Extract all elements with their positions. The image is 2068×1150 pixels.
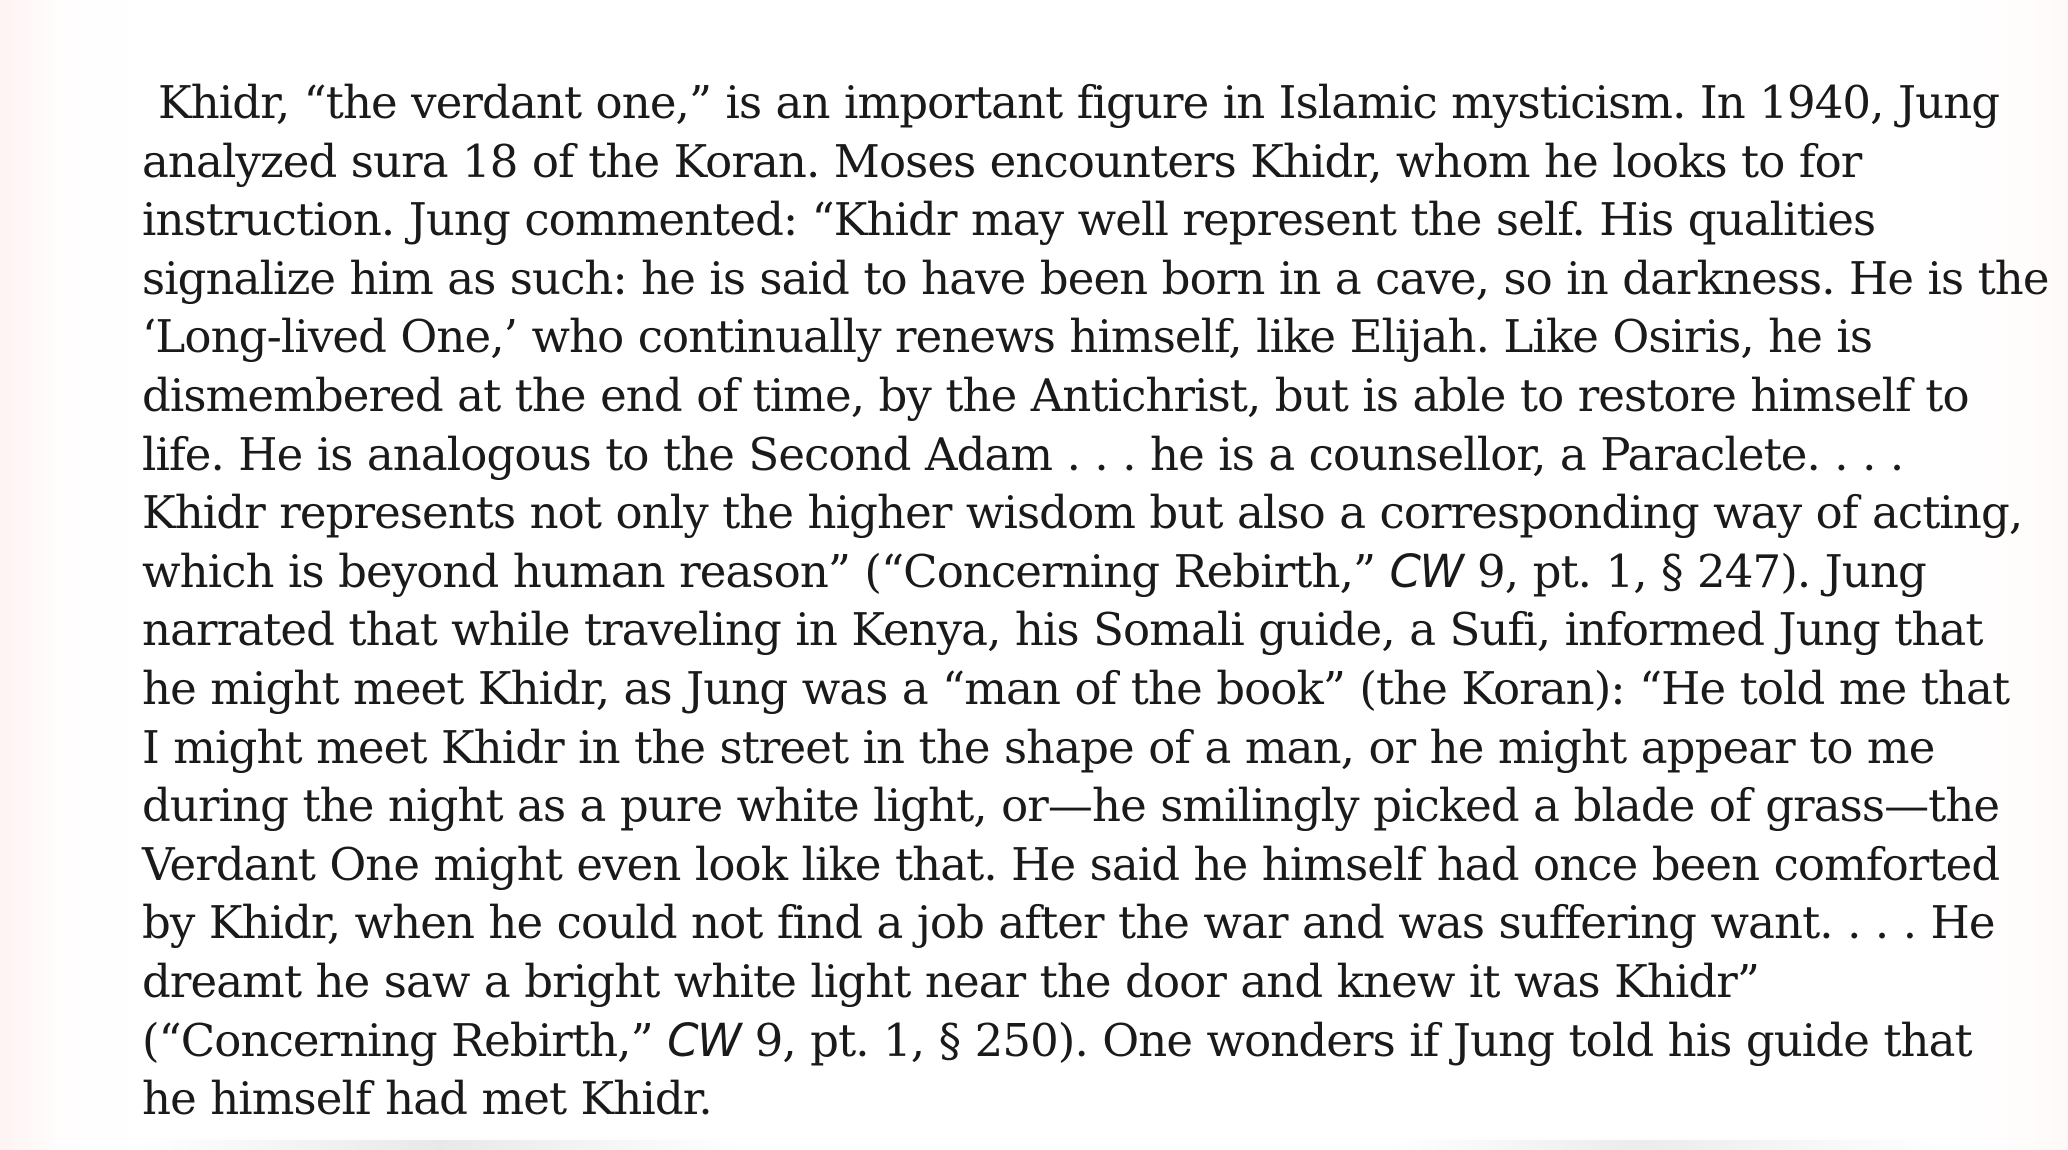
passage-line-4: signalize him as such: he is said to have been born in a cave, so in darkness. He is the xyxy=(142,251,2049,305)
passage-line-15: by Khidr, when he could not find a job after the war and was suffering want. . . . He xyxy=(142,896,1995,950)
passage-line-8: Khidr represents not only the higher wisdom but also a corresponding way of acting, xyxy=(142,486,2023,540)
passage-line-9-text-after: 9, pt. 1, § 247). Jung xyxy=(1462,544,1926,598)
passage-line-2: analyzed sura 18 of the Koran. Moses encounters Khidr, whom he looks to for xyxy=(142,134,1862,188)
passage-line-17-text-before: (“Concerning Rebirth,” xyxy=(142,1013,668,1067)
passage-line-7: life. He is analogous to the Second Adam . . . he is a counsellor, a Paraclete. . . . xyxy=(142,427,1904,481)
passage-line-13: during the night as a pure white light, or—he smilingly picked a blade of grass—the xyxy=(142,779,2000,833)
passage-line-17-text-after: 9, pt. 1, § 250). One wonders if Jung told his guide that xyxy=(740,1013,1972,1067)
passage-line-18: he himself had met Khidr. xyxy=(142,1072,712,1126)
cropped-previous-text xyxy=(520,0,1940,12)
passage-line-6: dismembered at the end of time, by the Antichrist, but is able to restore himself to xyxy=(142,368,1969,422)
passage-line-11: he might meet Khidr, as Jung was a “man of the book” (the Koran): “He told me that xyxy=(142,661,2010,715)
cropped-next-text xyxy=(140,1140,1940,1150)
passage-line-1: Khidr, “the verdant one,” is an important figure in Islamic mysticism. In 1940, Jung xyxy=(158,76,2000,129)
passage-line-3: instruction. Jung commented: “Khidr may well represent the self. His qualities xyxy=(142,193,1876,247)
citation-abbreviation: CW xyxy=(667,1013,741,1067)
passage-line-16: dreamt he saw a bright white light near the door and knew it was Khidr” xyxy=(142,954,1760,1008)
passage-paragraph xyxy=(142,74,2049,1129)
passage-line-10: narrated that while traveling in Kenya, his Somali guide, a Sufi, informed Jung that xyxy=(142,603,1983,657)
passage-line-9 xyxy=(142,543,2022,602)
passage-line-12: I might meet Khidr in the street in the shape of a man, or he might appear to me xyxy=(142,720,1935,774)
citation-abbreviation: CW xyxy=(1389,544,1463,598)
passage-line-9-text-before: which is beyond human reason” (“Concerning Rebirth,” xyxy=(142,544,1390,598)
passage-line-14: Verdant One might even look like that. He said he himself had once been comforted xyxy=(142,837,2000,891)
passage-line-5: ‘Long-lived One,’ who continually renews himself, like Elijah. Like Osiris, he is xyxy=(142,310,1873,364)
passage-line-17 xyxy=(142,1012,2022,1071)
